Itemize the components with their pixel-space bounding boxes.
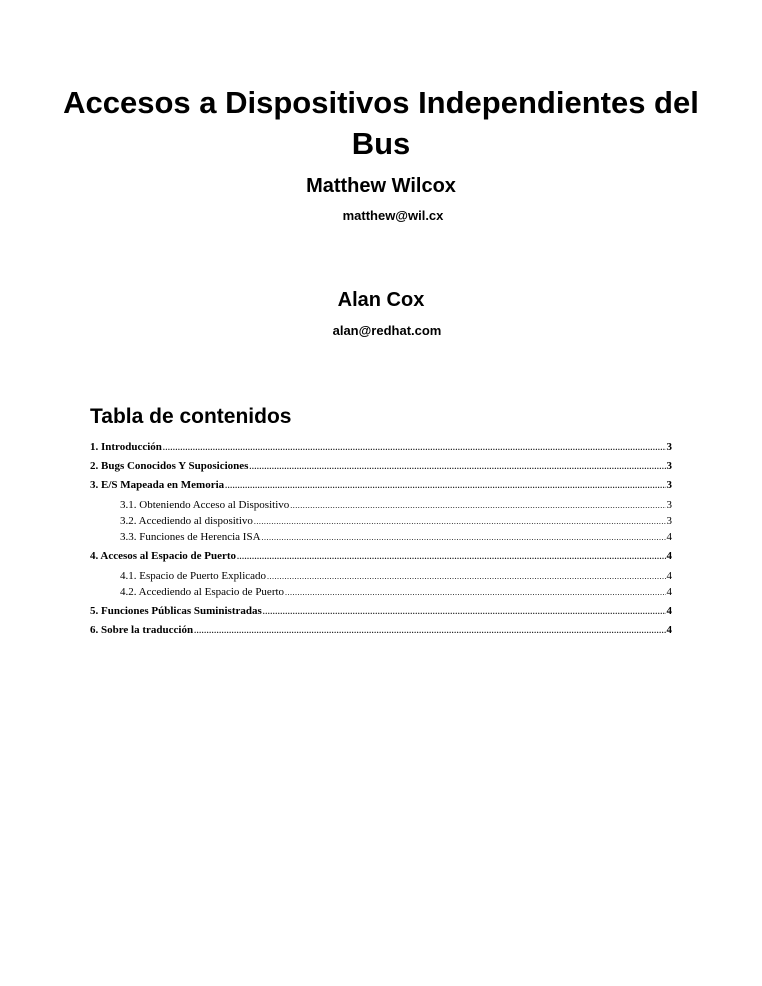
toc-leader-dots <box>254 515 666 529</box>
toc-entry[interactable] <box>90 604 672 619</box>
toc-entry-title[interactable]: 2. Bugs Conocidos Y Suposiciones <box>90 460 249 472</box>
toc-subentry[interactable] <box>120 585 672 600</box>
toc-page-number: 4 <box>666 570 672 582</box>
toc-page-number: 4 <box>666 531 672 543</box>
toc-entry-title[interactable]: 4.2. Accediendo al Espacio de Puerto <box>120 586 285 598</box>
toc-entry-title[interactable]: 3. E/S Mapeada en Memoria <box>90 479 225 491</box>
toc-leader-dots <box>237 550 665 564</box>
toc-entry-title[interactable]: 1. Introducción <box>90 441 162 453</box>
toc-leader-dots <box>249 460 665 474</box>
toc-entry[interactable] <box>90 440 672 455</box>
toc-entry-title[interactable]: 4. Accesos al Espacio de Puerto <box>90 550 237 562</box>
toc-leader-dots <box>285 586 665 600</box>
toc-leader-dots <box>263 605 666 619</box>
toc-heading: Tabla de contenidos <box>90 405 292 428</box>
toc-page-number: 3 <box>666 515 672 527</box>
toc-page-number: 4 <box>666 624 672 636</box>
toc-entry[interactable] <box>90 459 672 474</box>
author-name: Matthew Wilcox <box>306 175 456 197</box>
toc-page-number: 3 <box>666 441 672 453</box>
document-title: Accesos a Dispositivos Independientes del Bus <box>63 85 699 161</box>
toc-entry-title[interactable]: 5. Funciones Públicas Suministradas <box>90 605 262 617</box>
toc-leader-dots <box>290 499 665 513</box>
toc-entry-title[interactable]: 3.2. Accediendo al dispositivo <box>120 515 253 527</box>
toc-entry-title[interactable]: 3.3. Funciones de Herencia ISA <box>120 531 261 543</box>
toc-leader-dots <box>267 570 665 584</box>
toc-entry-title[interactable]: 3.1. Obteniendo Acceso al Dispositivo <box>120 499 290 511</box>
toc-entry-title[interactable]: 6. Sobre la traducción <box>90 624 194 636</box>
toc-entry[interactable] <box>90 623 672 638</box>
toc-page-number: 4 <box>666 586 672 598</box>
toc-subentry[interactable] <box>120 569 672 584</box>
toc-leader-dots <box>225 479 665 493</box>
toc-page-number: 3 <box>666 479 672 491</box>
toc-leader-dots <box>163 441 666 455</box>
toc-page-number: 4 <box>666 605 672 617</box>
toc-leader-dots <box>194 624 665 638</box>
toc-entry-title[interactable]: 4.1. Espacio de Puerto Explicado <box>120 570 267 582</box>
toc-page-number: 3 <box>666 460 672 472</box>
author-name: Alan Cox <box>337 289 425 311</box>
toc-page-number: 4 <box>666 550 672 562</box>
author-email: matthew@wil.cx <box>342 208 444 223</box>
toc-leader-dots <box>262 531 666 545</box>
toc-subentry[interactable] <box>120 530 672 545</box>
toc-entry[interactable] <box>90 549 672 564</box>
toc-entry[interactable] <box>90 478 672 493</box>
author-email: alan@redhat.com <box>332 323 442 338</box>
toc-subentry[interactable] <box>120 498 672 513</box>
toc-subentry[interactable] <box>120 514 672 529</box>
toc-page-number: 3 <box>666 499 672 511</box>
